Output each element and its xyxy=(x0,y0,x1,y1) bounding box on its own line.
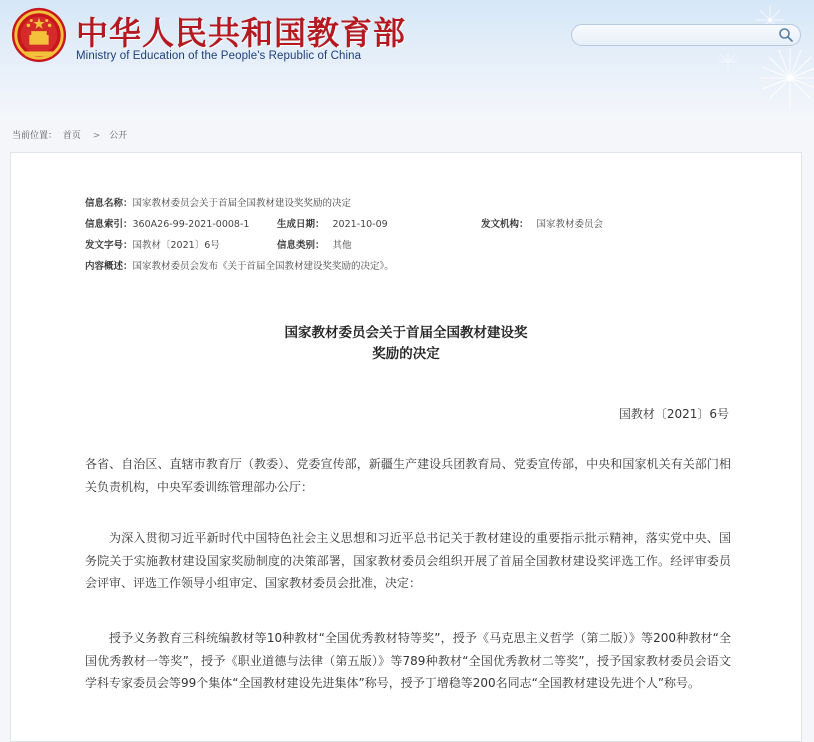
site-name[interactable]: 中华人民共和国教育部 xyxy=(76,14,407,52)
meta-index-label: 信息索引： xyxy=(85,219,133,230)
meta-summary-label: 内容概述： xyxy=(85,261,133,272)
document-title xyxy=(11,323,801,365)
document-paragraph-2: 授予义务教育三科统编教材等10种教材“全国优秀教材特等奖”，授予《马克思主义哲学（第二版）》等200种教材“全国优秀教材一等奖”，授予《职业道德与法律（第五版）》等789种教材“全国优秀教材二等奖”，授予国家教材委员会语文学科专家委员会等99个集体“全国教材建设先进集体”称号，授予丁增稳等200名同志“全国教材建设先进个人”称号。 xyxy=(85,631,731,690)
meta-name-label: 信息名称： xyxy=(85,198,133,209)
site-name-english: Ministry of Education of the People's Republic of China xyxy=(76,50,362,62)
meta-row-category xyxy=(277,237,352,251)
breadcrumb xyxy=(12,128,130,141)
document-paragraph-1: 为深入贯彻习近平新时代中国特色社会主义思想和习近平总书记关于教材建设的重要指示批示精神，落实党中央、国务院关于实施教材建设国家奖励制度的决策部署，国家教材委员会组织开展了首届全国教材建设奖评选工作。经评审委员会评审、评选工作领导小组审定、国家教材委员会批准，决定： xyxy=(85,531,731,590)
document-title-line2: 奖励的决定 xyxy=(372,346,440,362)
meta-row-date xyxy=(277,216,388,230)
meta-date-value: 2021-10-09 xyxy=(332,219,388,230)
breadcrumb-home[interactable]: 首页 xyxy=(62,131,81,141)
meta-row-docno xyxy=(85,237,220,251)
document-salutation: 各省、自治区、直辖市教育厅（教委）、党委宣传部，新疆生产建设兵团教育局、党委宣传部，中央和国家机关有关部门相关负责机构，中央军委训练管理部办公厅： xyxy=(85,457,731,494)
dandelion-decoration xyxy=(620,0,814,118)
content-panel xyxy=(10,152,802,742)
meta-row-index xyxy=(85,216,249,230)
meta-category-value: 其他 xyxy=(332,240,352,251)
search-input[interactable] xyxy=(582,25,772,45)
meta-summary-value: 国家教材委员会发布《关于首届全国教材建设奖奖励的决定》。 xyxy=(132,261,394,272)
breadcrumb-public[interactable]: 公开 xyxy=(109,131,128,141)
breadcrumb-separator: > xyxy=(92,131,101,141)
document-number: 国教材〔2021〕6号 xyxy=(618,407,729,421)
national-emblem-icon[interactable] xyxy=(10,6,68,64)
meta-name-value: 国家教材委员会关于首届全国教材建设奖奖励的决定 xyxy=(132,198,352,209)
meta-index-value: 360A26-99-2021-0008-1 xyxy=(132,219,250,230)
meta-row-summary xyxy=(85,258,394,272)
meta-row-issuer xyxy=(481,216,603,230)
site-header xyxy=(0,0,814,118)
meta-issuer-value: 国家教材委员会 xyxy=(536,219,604,230)
meta-docno-value: 国教材〔2021〕6号 xyxy=(132,240,220,251)
document-title-line1: 国家教材委员会关于首届全国教材建设奖 xyxy=(284,325,528,341)
breadcrumb-prefix: 当前位置： xyxy=(12,131,58,141)
meta-date-label: 生成日期： xyxy=(277,219,325,230)
meta-docno-label: 发文字号： xyxy=(85,240,133,251)
meta-category-label: 信息类别： xyxy=(277,240,325,251)
search-box[interactable] xyxy=(571,24,801,46)
search-icon[interactable] xyxy=(778,27,794,43)
meta-row-name xyxy=(85,195,351,209)
meta-issuer-label: 发文机构： xyxy=(481,219,529,230)
